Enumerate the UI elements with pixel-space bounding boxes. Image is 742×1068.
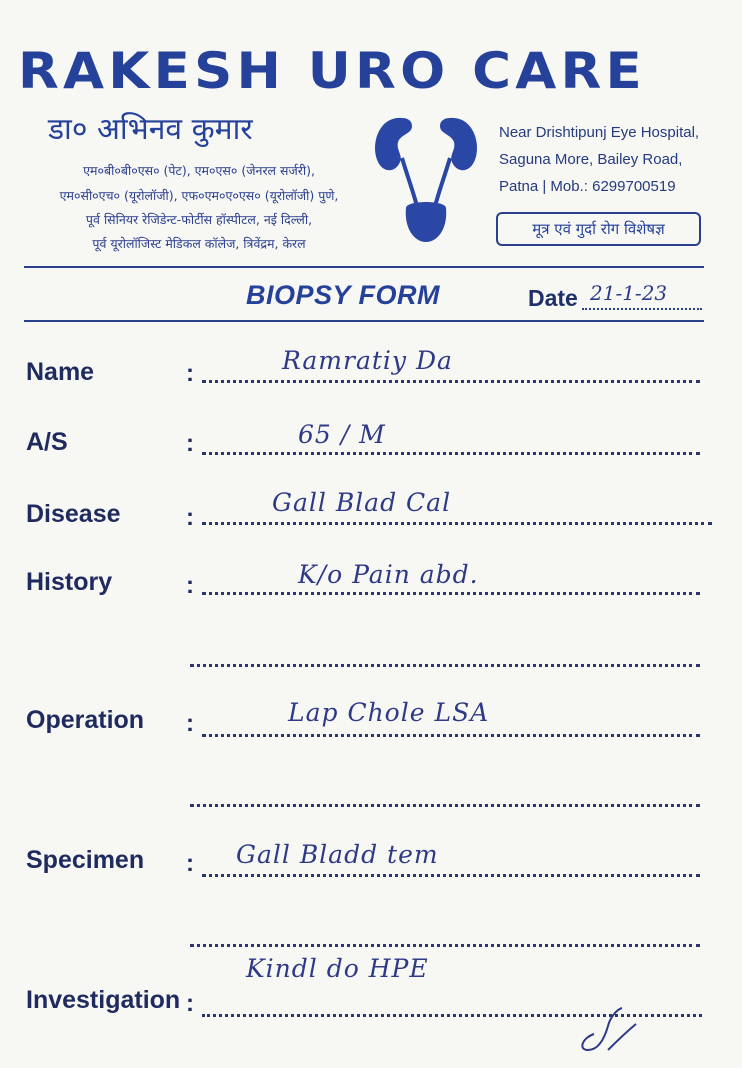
title-divider <box>24 320 704 322</box>
field-value-name: Ramratiy Da <box>282 346 453 375</box>
field-dotted-line <box>202 452 700 455</box>
field-dotted-line <box>202 734 700 737</box>
date-dotted-line <box>582 308 702 310</box>
field-dotted-line <box>202 592 700 595</box>
date-value: 21-1-23 <box>590 281 668 305</box>
address-line: Saguna More, Bailey Road, <box>499 151 683 168</box>
field-value-specimen: Gall Bladd tem <box>236 840 439 869</box>
address-line: Patna | Mob.: 6299700519 <box>499 178 676 195</box>
field-dotted-line <box>202 380 700 383</box>
date-label: Date <box>528 285 578 311</box>
form-title: BIOPSY FORM <box>246 280 441 310</box>
field-dotted-line <box>202 522 712 525</box>
field-value-disease: Gall Blad Cal <box>272 488 452 517</box>
qualification-line: पूर्व यूरोलॉजिस्ट मेडिकल कॉलेज, त्रिवेंद्रम, केरल <box>92 236 306 251</box>
field-colon: : <box>186 572 194 599</box>
address-line: Near Drishtipunj Eye Hospital, <box>499 124 700 141</box>
field-label-name: Name <box>26 358 95 386</box>
field-label-specimen: Specimen <box>26 846 145 874</box>
field-dotted-line <box>190 664 700 667</box>
specialist-badge: मूत्र एवं गुर्दा रोग विशेषज्ञ <box>496 212 701 246</box>
field-label-disease: Disease <box>26 500 121 528</box>
field-value-history: K/o Pain abd. <box>298 560 479 589</box>
field-label-investigation: Investigation <box>26 986 181 1014</box>
kidney-bladder-icon <box>372 112 480 248</box>
field-label-age-sex: A/S <box>26 428 68 456</box>
doctor-name: डा० अभिनव कुमार <box>48 112 253 147</box>
field-value-age-sex: 65 / M <box>298 420 386 449</box>
field-label-operation: Operation <box>26 706 145 734</box>
qualification-line: एम०बी०बी०एस० (पेट), एम०एस० (जेनरल सर्जरी), <box>83 163 315 178</box>
field-dotted-line <box>202 874 700 877</box>
field-colon: : <box>186 990 194 1017</box>
field-colon: : <box>186 360 194 387</box>
field-colon: : <box>186 504 194 531</box>
field-colon: : <box>186 710 194 737</box>
qualification-line: पूर्व सिनियर रेजिडेन्ट-फोर्टीस हॉस्पीटल, नई दिल्ली, <box>85 212 313 227</box>
clinic-name: RAKESH URO CARE <box>18 42 646 100</box>
field-label-history: History <box>26 568 113 596</box>
field-colon: : <box>186 850 194 877</box>
field-value-operation: Lap Chole LSA <box>288 698 490 727</box>
header-divider <box>24 266 704 268</box>
qualification-line: एम०सी०एच० (यूरोलॉजी), एफ०एम०ए०एस० (यूरोलॉजी) पुणे, <box>59 188 339 203</box>
field-dotted-line <box>190 944 700 947</box>
field-colon: : <box>186 430 194 457</box>
field-value-investigation: Kindl do HPE <box>246 954 429 983</box>
handwritten-signature <box>574 1004 640 1054</box>
field-dotted-line <box>190 804 700 807</box>
